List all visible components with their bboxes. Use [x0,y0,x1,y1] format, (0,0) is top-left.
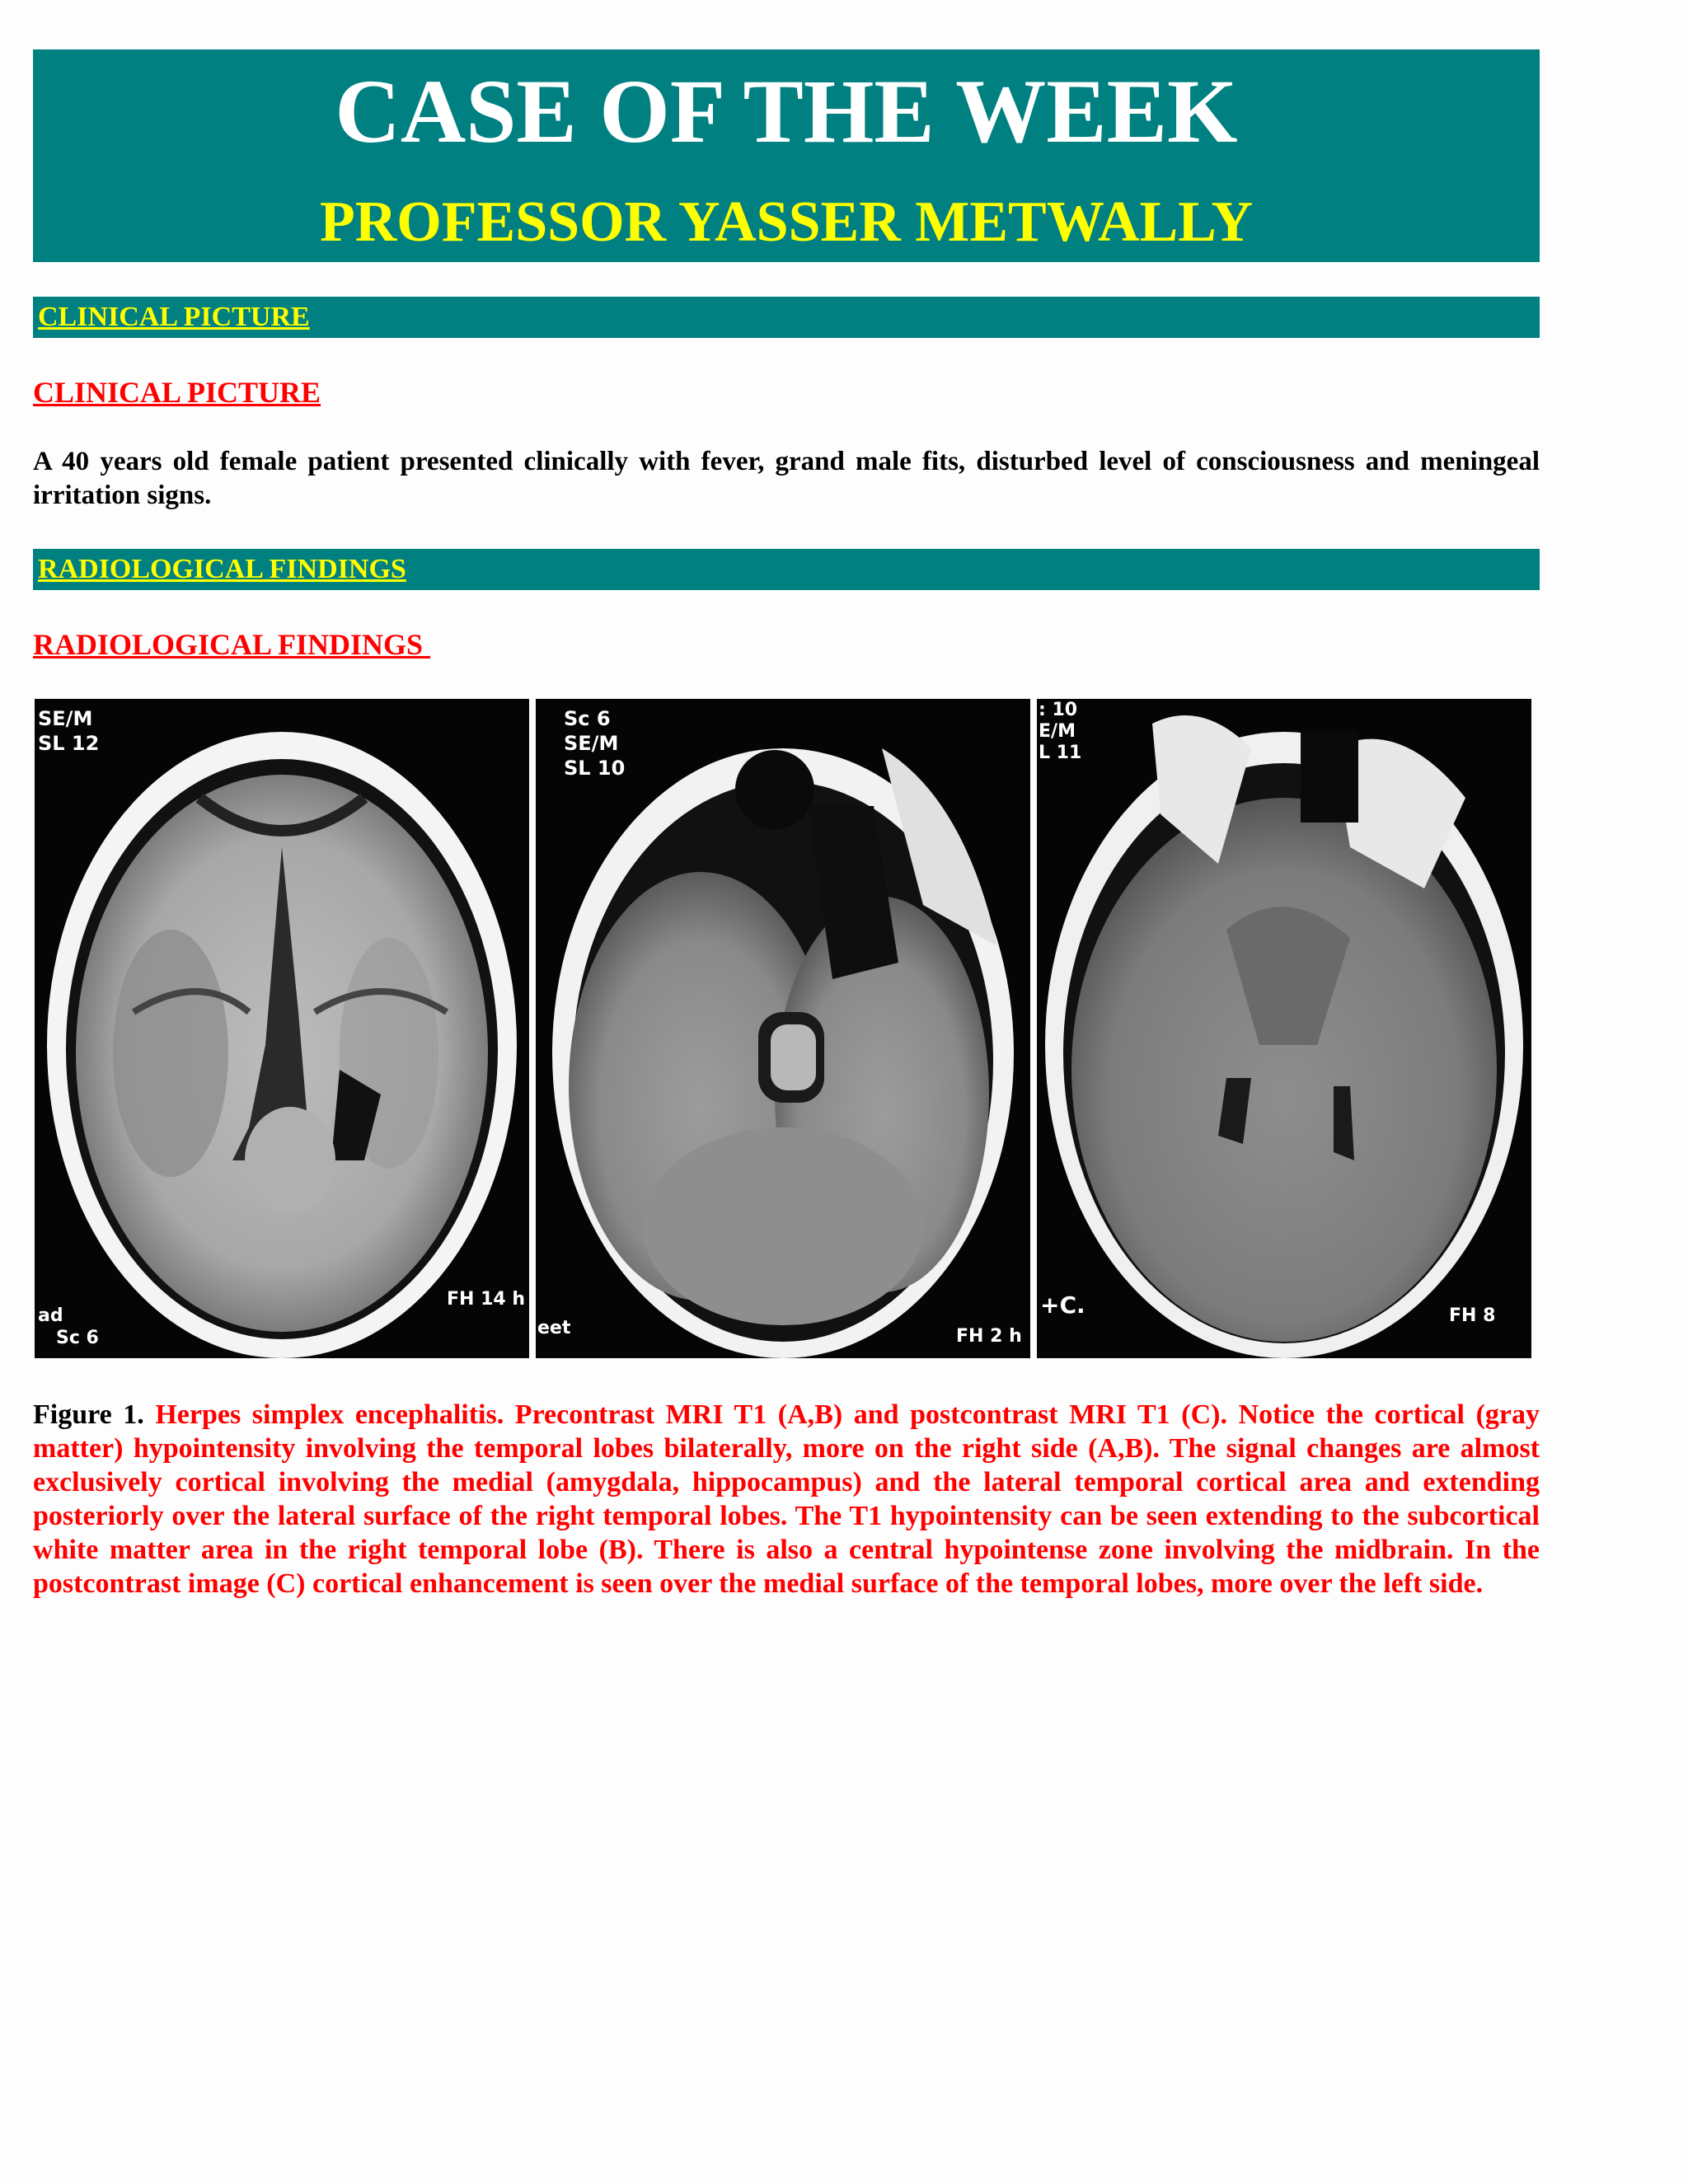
mri-c-label-contrast: +C. [1040,1291,1085,1319]
mri-a-label-slice: SL 12 [38,732,100,755]
mri-b-label-eet: eet [537,1318,571,1338]
mri-a-label-seq: SE/M [38,707,93,730]
mri-b-label-fh: FH 2 h [956,1326,1022,1347]
mri-figure [35,699,1535,1358]
mri-c-label-slice: L 11 [1039,743,1082,763]
mri-image-b [536,699,1030,1358]
radiological-heading: RADIOLOGICAL FINDINGS [33,628,431,661]
page-title: CASE OF THE WEEK [335,61,1238,162]
header-banner [33,49,1540,262]
radiological-bar-link[interactable]: RADIOLOGICAL FINDINGS [38,554,406,584]
mri-image-c [1037,699,1531,1358]
mri-a-label-sc: Sc 6 [56,1328,99,1348]
mri-a-label-ad: ad [38,1305,63,1326]
mri-b-label-slice: SL 10 [564,757,626,780]
mri-c-label-fh: FH 8 [1449,1305,1496,1326]
author-name: PROFESSOR YASSER METWALLY [320,190,1253,254]
figure-caption-text: Herpes simplex encephalitis. Precontrast MRI T1 (A,B) and postcontrast MRI T1 (C). Notice the cortical (gray matter) hypointensity involving the temporal lobes bilaterally, more on the right side (A,B). The signal changes are almost exclusively cortical involving the medial (amygdala, hippocampus) and the lateral temporal cortical area and extending posteriorly over the lateral surface of the right temporal lobes. The T1 hypointensity can be seen extending to the subcortical white matter area in the right temporal lobe (B). There is also a central hypointense zone involving the midbrain. In the postcontrast image (C) cortical enhancement is seen over the medial surface of the temporal lobes, more over the left side. [33,1399,1540,1599]
clinical-section-bar [33,297,1540,338]
clinical-heading: CLINICAL PICTURE [33,376,321,409]
mri-b-label-seq: SE/M [564,732,619,755]
mri-image-a [35,699,529,1358]
clinical-bar-link[interactable]: CLINICAL PICTURE [38,302,310,332]
clinical-text: A 40 years old female patient presented clinically with fever, grand male fits, disturbed level of consciousness and meningeal irritation signs. [33,447,1540,510]
figure-caption [33,1398,1540,1601]
mri-c-label-seq: E/M [1039,721,1076,742]
mri-b-label-sc: Sc 6 [564,707,611,730]
mri-c-label-sc: : 10 [1039,700,1078,720]
radiological-section-bar [33,549,1540,590]
mri-a-label-fh: FH 14 h [447,1289,526,1310]
figure-caption-label: Figure 1. [33,1399,144,1430]
